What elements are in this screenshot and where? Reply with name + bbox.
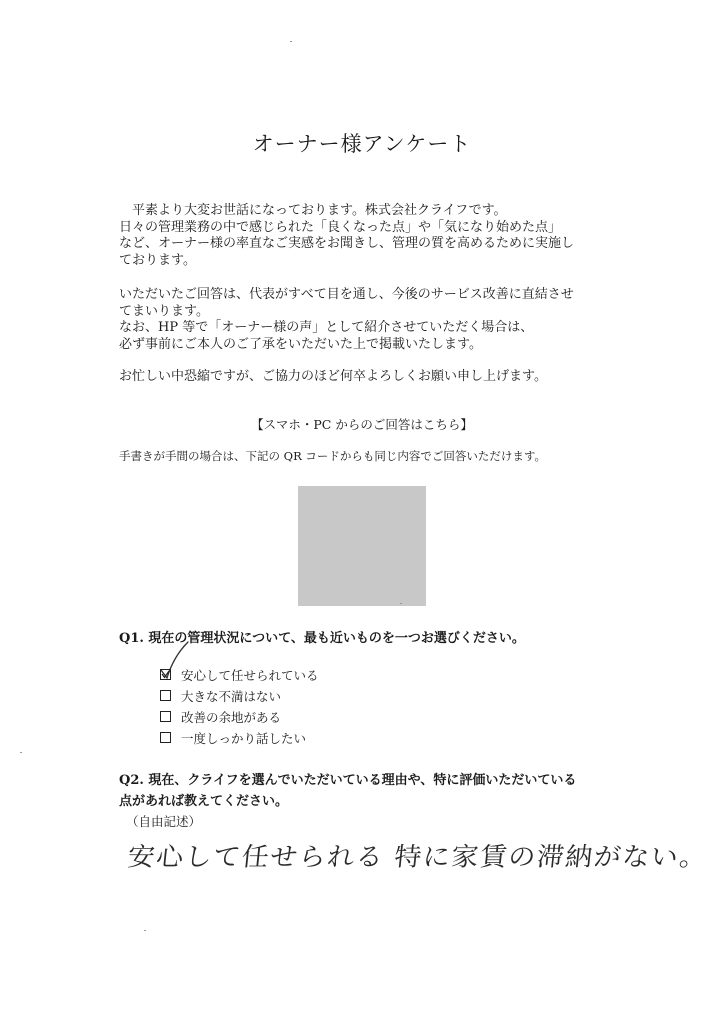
checkbox[interactable] [160,690,171,701]
qr-code-placeholder[interactable] [298,486,426,606]
option-label: 大きな不満はない [181,688,282,704]
usage-line: 必ず事前にご本人のご了承をいただいた上で掲載いたします。 [119,336,482,352]
q2-question [119,770,619,812]
option-label: 安心して任せられている [181,667,319,683]
handwritten-answer[interactable]: 安心して任せられる 特に家賃の滞納がない。 [126,842,710,873]
usage-line: なお、HP 等で「オーナー様の声」として紹介させていただく場合は、 [119,320,534,335]
usage-line: いただいたご回答は、代表がすべて目を通し、今後のサービス改善に直結させ [119,287,574,302]
intro-line: ております。 [119,252,196,268]
checkbox[interactable] [160,711,171,722]
intro-paragraph [119,203,619,269]
q1-option[interactable] [160,706,319,727]
q1-option[interactable] [160,727,319,748]
survey-title: オーナー様アンケート [252,132,472,156]
q2-line: Q2. 現在、クライフを選んでいただいている理由や、特に評価いただいている [119,773,577,788]
checkbox[interactable] [160,732,171,743]
intro-line: 平素より大変お世話になっております。株式会社クライフです。 [119,203,507,218]
option-label: 改善の余地がある [181,709,282,725]
qr-note: 手書きが手間の場合は、下記の QR コードからも同じ内容でご回答いただけます。 [119,449,546,463]
scan-speck [20,752,22,753]
q1-options [160,664,319,748]
q2-line: 点があれば教えてください。 [119,794,289,809]
q1-question: Q1. 現在の管理状況について、最も近いものを一つお選びください。 [119,631,525,646]
intro-line: 日々の管理業務の中で感じられた「良くなった点」や「気になり始めた点」 [119,219,562,235]
q1-option[interactable] [160,685,319,706]
scan-speck [144,930,146,931]
scan-speck [400,603,402,604]
free-text-label: （自由記述） [126,814,202,829]
q1-option[interactable] [160,664,319,685]
option-label: 一度しっかり話したい [181,730,307,746]
checkbox-checked[interactable] [160,669,171,680]
closing-text: お忙しい中恐縮ですが、ご協力のほど何卒よろしくお願い申し上げます。 [119,369,547,384]
scan-speck [290,41,292,42]
usage-paragraph [119,287,619,353]
qr-heading: 【スマホ・PC からのご回答はこちら】 [251,417,473,432]
intro-line: など、オーナー様の率直なご実感をお聞きし、管理の質を高めるために実施し [119,236,575,251]
usage-line: てまいります。 [119,303,209,319]
